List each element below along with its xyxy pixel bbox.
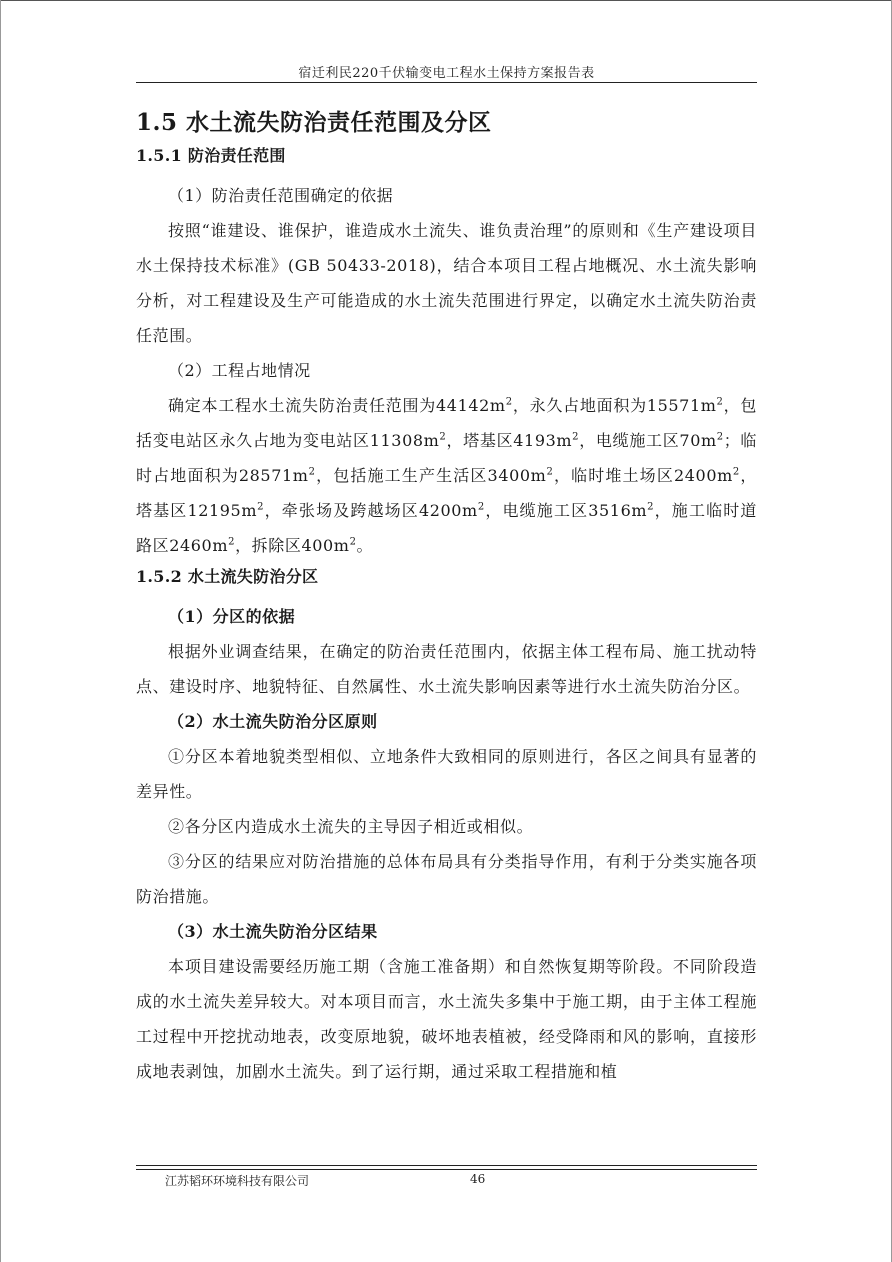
area-text-part: ，电缆施工区3516m (484, 500, 648, 520)
superscript: 2 (732, 466, 740, 478)
superscript: 2 (546, 466, 554, 478)
area-text-part: ，拆除区400m (235, 535, 350, 555)
principle-2: ②各分区内造成水土流失的主导因子相近或相似。 (168, 816, 534, 836)
superscript: 2 (572, 431, 580, 443)
paragraph-zoning-results: 本项目建设需要经历施工期（含施工准备期）和自然恢复期等阶段。不同阶段造成的水土流失差异较大。对本项目而言，水土流失多集中于施工期，由于主体工程施工过程中开挖扰动地表，改变原地貌，破坏地表植被，经受降雨和风的影响，直接形成地表剥蚀，加剧水土流失。到了运行期，通过采取工程措施和植 (136, 956, 757, 1081)
superscript: 2 (439, 431, 447, 443)
area-text-part: 。 (356, 535, 374, 555)
principle-3: ③分区的结果应对防治措施的总体布局具有分类指导作用，有利于分类实施各项防治措施。 (136, 851, 757, 906)
item-heading-zoning-results: （3）水土流失防治分区结果 (168, 921, 378, 941)
superscript: 2 (349, 536, 357, 548)
page-number: 46 (470, 1172, 486, 1186)
superscript: 2 (716, 396, 724, 408)
subsection-title-1-5-2: 1.5.2 水土流失防治分区 (136, 566, 319, 586)
area-text-part: ；临时占地面积为28571m (136, 430, 758, 485)
footer-company-name: 江苏韬环环境科技有限公司 (165, 1174, 310, 1188)
principle-1: ①分区本着地貌类型相似、立地条件大致相同的原则进行，各区之间具有显著的差异性。 (136, 746, 757, 801)
superscript: 2 (647, 501, 655, 513)
subsection-title-1-5-1: 1.5.1 防治责任范围 (136, 145, 286, 165)
footer-rule-top (136, 1165, 757, 1166)
superscript: 2 (716, 431, 724, 443)
running-header: 宿迁利民220千伏输变电工程水土保持方案报告表 (298, 66, 595, 81)
paragraph-basis: 按照“谁建设、谁保护，谁造成水土流失、谁负责治理”的原则和《生产建设项目水土保持技术标准》(GB 50433-2018)，结合本项目工程占地概况、水土流失影响分析，对工程建设及生产可能造成的水土流失范围进行界定，以确定水土流失防治责任范围。 (136, 220, 757, 345)
item-heading-land-occupation: （2）工程占地情况 (168, 360, 311, 380)
superscript: 2 (228, 536, 236, 548)
page-left-border (0, 0, 1, 1262)
item-heading-zoning-principles: （2）水土流失防治分区原则 (168, 711, 378, 731)
paragraph-land-occupation (136, 388, 757, 563)
superscript: 2 (505, 396, 513, 408)
superscript: 2 (308, 466, 316, 478)
section-title: 1.5 水土流失防治责任范围及分区 (136, 109, 492, 136)
area-text-part: ，包括施工生产生活区3400m (315, 465, 547, 485)
page-top-border (0, 0, 892, 1)
superscript: 2 (477, 501, 485, 513)
footer-rule-bottom (136, 1169, 757, 1170)
header-rule (136, 82, 757, 83)
area-text-part: 确定本工程水土流失防治责任范围为44142m (168, 395, 506, 415)
area-text-part: ，包括变电站区永久占地为变电站区11308m (136, 395, 757, 450)
area-text-part: ，施工临时道路区2460m (136, 500, 757, 555)
area-text-part: ，牵张场及跨越场区4200m (264, 500, 478, 520)
item-heading-basis: （1）防治责任范围确定的依据 (168, 185, 394, 205)
area-text-part: ，塔基区12195m (136, 465, 757, 520)
superscript: 2 (257, 501, 265, 513)
paragraph-zoning-basis: 根据外业调查结果，在确定的防治责任范围内，依据主体工程布局、施工扰动特点、建设时序、地貌特征、自然属性、水土流失影响因素等进行水土流失防治分区。 (136, 641, 757, 696)
page-content (136, 108, 757, 1089)
item-heading-zoning-basis: （1）分区的依据 (168, 606, 296, 626)
area-text-part: ，临时堆土场区2400m (553, 465, 733, 485)
area-text-part: ，塔基区4193m (446, 430, 573, 450)
area-text-part: ，永久占地面积为15571m (512, 395, 717, 415)
area-text-part: ，电缆施工区70m (579, 430, 717, 450)
